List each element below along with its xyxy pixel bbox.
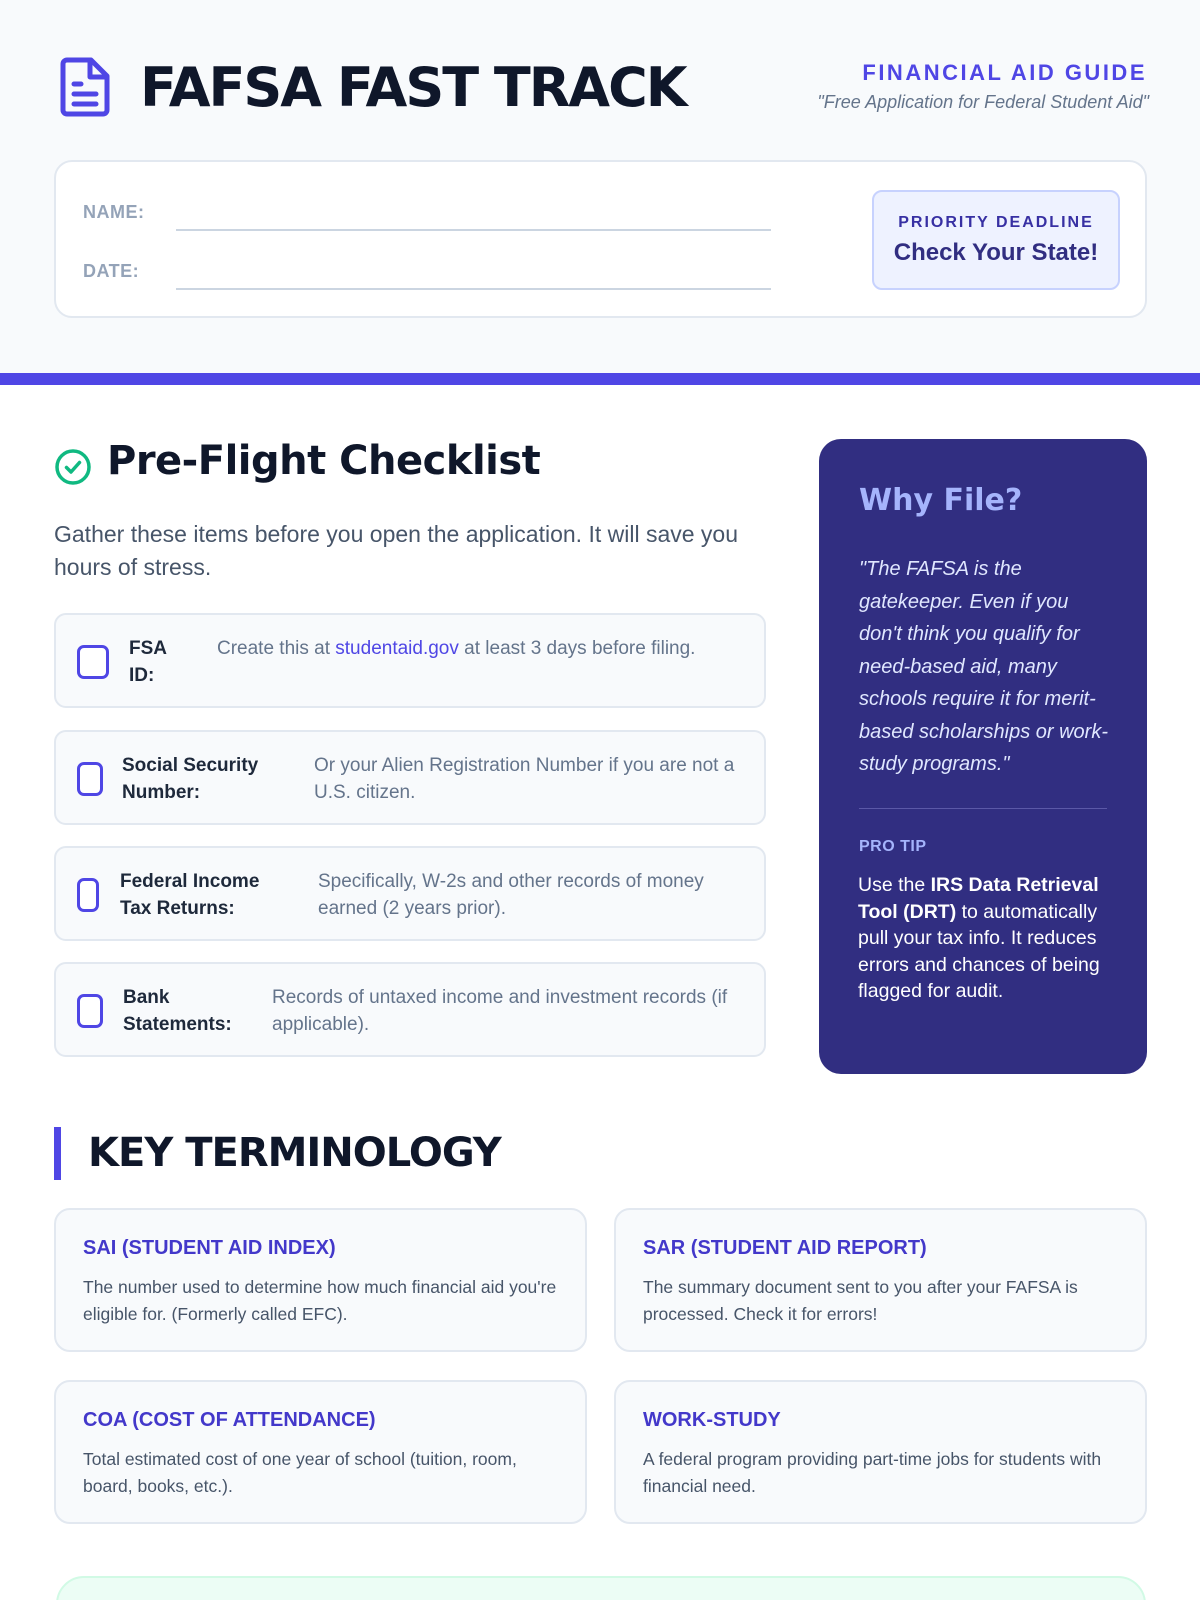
checklist-item-desc: Records of untaxed income and investment records (if applicable). bbox=[272, 987, 728, 1035]
term-desc: The summary document sent to you after your FAFSA is processed. Check it for errors! bbox=[643, 1277, 1078, 1324]
name-field[interactable] bbox=[176, 229, 771, 231]
tax-returns-checkbox[interactable] bbox=[77, 878, 99, 912]
checklist-item-label: Social Security Number: bbox=[122, 755, 259, 803]
checklist-title: Pre-Flight Checklist bbox=[107, 438, 541, 484]
term-title: SAR (STUDENT AID REPORT) bbox=[643, 1237, 927, 1259]
checklist-item-fsa-id bbox=[54, 613, 766, 708]
check-circle-icon bbox=[54, 448, 92, 486]
ssn-checkbox[interactable] bbox=[77, 762, 103, 796]
pro-tip-text-part: to automatically pull your tax info. It reduces errors and chances of being flagged for audit. bbox=[858, 900, 1100, 1002]
terminology-heading: KEY TERMINOLOGY bbox=[88, 1130, 501, 1176]
term-card bbox=[54, 1380, 587, 1524]
next-section-card bbox=[56, 1576, 1146, 1600]
bank-statements-checkbox[interactable] bbox=[77, 994, 103, 1028]
pro-tip-text-part: Use the bbox=[858, 874, 931, 896]
term-desc: Total estimated cost of one year of school (tuition, room, board, books, etc.). bbox=[83, 1449, 517, 1496]
checklist-item-ssn bbox=[54, 730, 766, 825]
term-card bbox=[54, 1208, 587, 1352]
pro-tip-text bbox=[858, 872, 1116, 1005]
term-title: WORK-STUDY bbox=[643, 1409, 781, 1431]
header bbox=[0, 0, 1200, 373]
why-file-quote: "The FAFSA is the gatekeeper. Even if you don't think you qualify for need-based aid, many schools require it for merit-based scholarships or work-study programs." bbox=[859, 558, 1108, 775]
deadline-value: Check Your State! bbox=[893, 239, 1099, 266]
document-icon bbox=[59, 56, 113, 118]
term-title: SAI (STUDENT AID INDEX) bbox=[83, 1237, 336, 1259]
name-label: NAME: bbox=[83, 202, 145, 222]
checklist-item-label: FSA ID: bbox=[129, 638, 167, 686]
term-title: COA (COST OF ATTENDANCE) bbox=[83, 1409, 376, 1431]
checklist-item-desc: Or your Alien Registration Number if you are not a U.S. citizen. bbox=[314, 755, 735, 803]
divider bbox=[859, 808, 1107, 809]
checklist-item-label: Federal Income Tax Returns: bbox=[120, 871, 260, 919]
term-desc: A federal program providing part-time jobs for students with financial need. bbox=[643, 1449, 1102, 1496]
student-info-card bbox=[54, 160, 1147, 318]
fsa-id-checkbox[interactable] bbox=[77, 645, 109, 679]
checklist-item-desc: Specifically, W-2s and other records of money earned (2 years prior). bbox=[318, 871, 704, 919]
checklist-item-label: Bank Statements: bbox=[123, 987, 232, 1035]
term-card bbox=[614, 1380, 1147, 1524]
studentaid-link[interactable]: studentaid.gov bbox=[335, 638, 459, 659]
checklist-intro: Gather these items before you open the application. It will save you hours of stress. bbox=[54, 521, 739, 580]
desc-text: Create this at bbox=[217, 638, 336, 659]
guide-subtitle: "Free Application for Federal Student Aid" bbox=[817, 92, 1149, 112]
pro-tip-highlight: IRS Data Retrieval Tool (DRT) bbox=[858, 874, 1099, 923]
priority-deadline-box bbox=[872, 190, 1120, 290]
term-card bbox=[614, 1208, 1147, 1352]
date-field[interactable] bbox=[176, 288, 771, 290]
why-file-title: Why File? bbox=[859, 483, 1023, 518]
page-title: FAFSA FAST TRACK bbox=[140, 56, 686, 119]
checklist-item-bank-statements bbox=[54, 962, 766, 1057]
section-accent-bar bbox=[54, 1127, 61, 1180]
guide-label: FINANCIAL AID GUIDE bbox=[862, 60, 1147, 85]
date-label: DATE: bbox=[83, 261, 140, 281]
term-desc: The number used to determine how much financial aid you're eligible for. (Formerly called EFC). bbox=[83, 1277, 557, 1324]
deadline-label: PRIORITY DEADLINE bbox=[898, 214, 1094, 231]
checklist-item-tax-returns bbox=[54, 846, 766, 941]
why-file-card bbox=[819, 439, 1147, 1074]
checklist-item-desc bbox=[217, 635, 747, 662]
header-divider bbox=[0, 373, 1200, 385]
desc-text: at least 3 days before filing. bbox=[458, 638, 696, 659]
pro-tip-label: PRO TIP bbox=[859, 838, 927, 855]
